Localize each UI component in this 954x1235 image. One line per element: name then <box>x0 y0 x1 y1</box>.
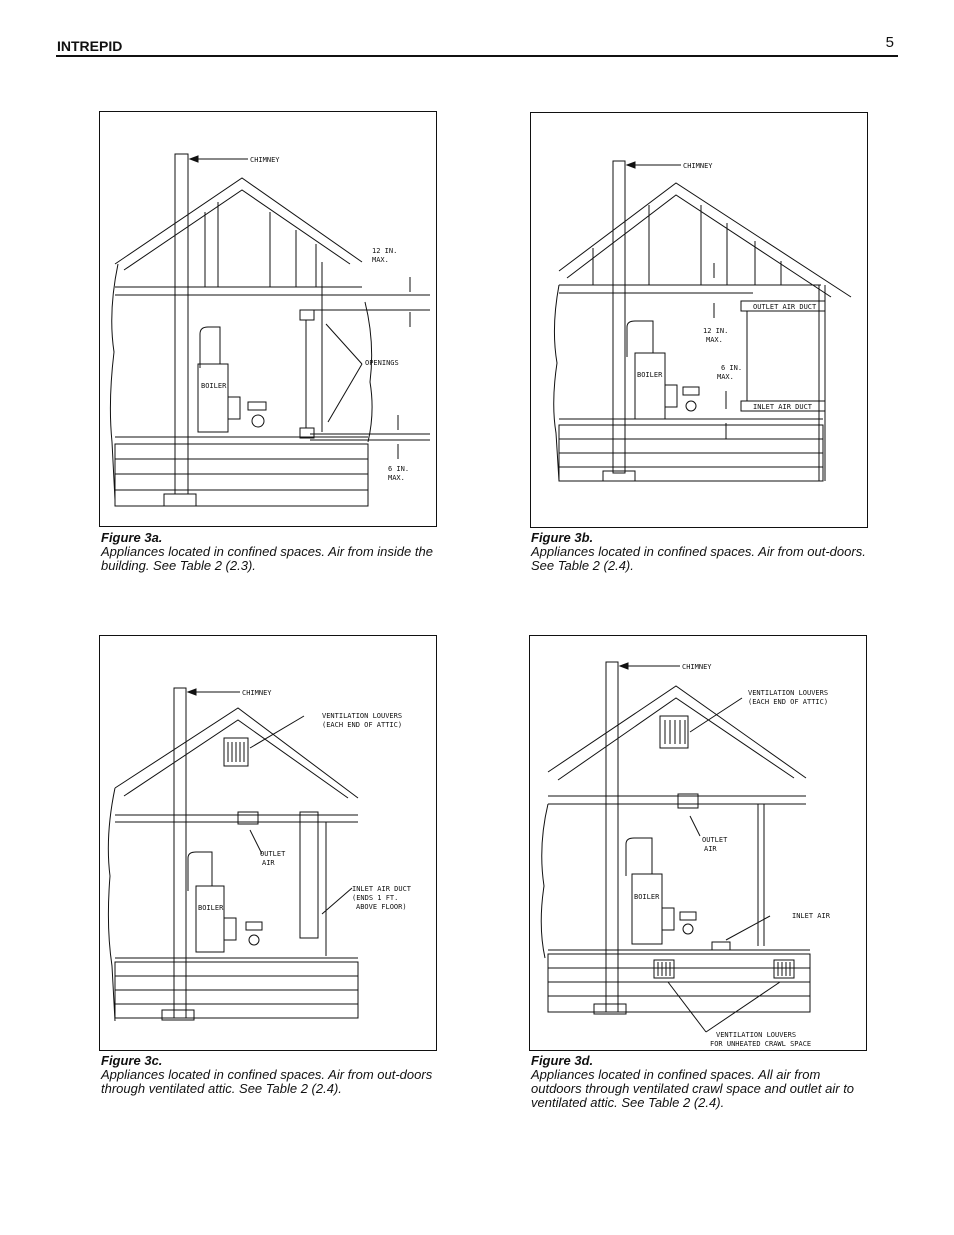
louvers-label-1: VENTILATION LOUVERS <box>322 712 403 720</box>
dim-2-label-2: MAX. <box>717 373 734 381</box>
figure-3d <box>529 635 867 1051</box>
document-title: INTREPID <box>57 38 123 54</box>
figure-3d-title: Figure 3d. <box>531 1053 594 1068</box>
figure-3a-text: Appliances located in confined spaces. Air from inside the building. See Table 2 (2.3). <box>101 544 433 573</box>
chimney-3b <box>613 161 625 473</box>
crawl-label-2: FOR UNHEATED CRAWL SPACE <box>710 1040 812 1048</box>
wall-left-3d <box>541 804 548 958</box>
chimney-label: CHIMNEY <box>682 663 712 671</box>
dim-1-label-2: MAX. <box>706 336 723 344</box>
boiler-3d <box>632 874 662 944</box>
inlet-duct-label: INLET AIR DUCT <box>753 403 813 411</box>
figure-3c-text: Appliances located in confined spaces. Air from out-doors through ventilated attic. See Table 2 (2.4). <box>101 1067 433 1096</box>
boiler-label: BOILER <box>201 382 227 390</box>
dim-bot-label-2: MAX. <box>388 474 405 482</box>
louvers-label-2: (EACH END OF ATTIC) <box>322 721 403 729</box>
foundation-3a <box>115 444 368 506</box>
figure-3b-text: Appliances located in confined spaces. Air from out-doors. See Table 2 (2.4). <box>531 544 866 573</box>
dim-bot-label-1: 6 IN. <box>388 465 410 473</box>
page-number: 5 <box>885 34 894 51</box>
louvers-label-2: (EACH END OF ATTIC) <box>748 698 829 706</box>
wall-left-3a <box>110 264 118 500</box>
attic-louver-3d <box>660 716 688 748</box>
figure-3b <box>530 112 868 528</box>
openings-label: OPENINGS <box>365 359 399 367</box>
chimney-label: CHIMNEY <box>683 162 713 170</box>
wall-left-3c <box>108 788 115 1021</box>
outlet-label-1: OUTLET <box>260 850 286 858</box>
inlet-label-1: INLET AIR DUCT <box>352 885 412 893</box>
figure-3c <box>99 635 437 1051</box>
figure-3d-text: Appliances located in confined spaces. All air from outdoors through ventilated crawl space and outlet air to ventilated attic. See Table 2 (2.4). <box>531 1067 855 1110</box>
chimney-3c <box>174 688 186 1018</box>
foundation-3d <box>548 954 810 1012</box>
chimney-3d <box>606 662 618 1012</box>
boiler-3a <box>198 364 228 432</box>
figure-3a <box>99 111 437 527</box>
figure-3b-title: Figure 3b. <box>531 530 594 545</box>
inlet-label: INLET AIR <box>792 912 830 920</box>
inlet-label-3: ABOVE FLOOR) <box>356 903 407 911</box>
wall-left-3b <box>554 285 559 481</box>
outlet-duct-label: OUTLET AIR DUCT <box>753 303 817 311</box>
figure-3c-caption <box>101 1054 441 1096</box>
dim-1-label-1: 12 IN. <box>703 327 729 335</box>
outlet-label-2: AIR <box>704 845 717 853</box>
figure-3b-caption <box>531 531 871 573</box>
roof-3b <box>559 183 851 297</box>
figure-3d-caption <box>531 1054 871 1110</box>
boiler-3c <box>196 886 224 952</box>
dim-top-label-2: MAX. <box>372 256 389 264</box>
outlet-label-1: OUTLET <box>702 836 728 844</box>
chimney-3a <box>175 154 188 494</box>
dim-top-label-1: 12 IN. <box>372 247 398 255</box>
chimney-label: CHIMNEY <box>250 156 280 164</box>
figure-3a-title: Figure 3a. <box>101 530 163 545</box>
boiler-3b <box>635 353 665 419</box>
boiler-label: BOILER <box>198 904 224 912</box>
figure-3c-title: Figure 3c. <box>101 1053 163 1068</box>
dim-2-label-1: 6 IN. <box>721 364 743 372</box>
crawl-label-1: VENTILATION LOUVERS <box>716 1031 797 1039</box>
louvers-label-1: VENTILATION LOUVERS <box>748 689 829 697</box>
boiler-label: BOILER <box>637 371 663 379</box>
figure-3a-caption <box>101 531 441 573</box>
boiler-label: BOILER <box>634 893 660 901</box>
outlet-label-2: AIR <box>262 859 275 867</box>
chimney-label: CHIMNEY <box>242 689 272 697</box>
crawl-louver-left-3d <box>654 960 674 978</box>
wall-right-3a <box>365 302 372 442</box>
crawl-louver-right-3d <box>774 960 794 978</box>
header-rule <box>56 55 898 57</box>
inlet-label-2: (ENDS 1 FT. <box>352 894 399 902</box>
